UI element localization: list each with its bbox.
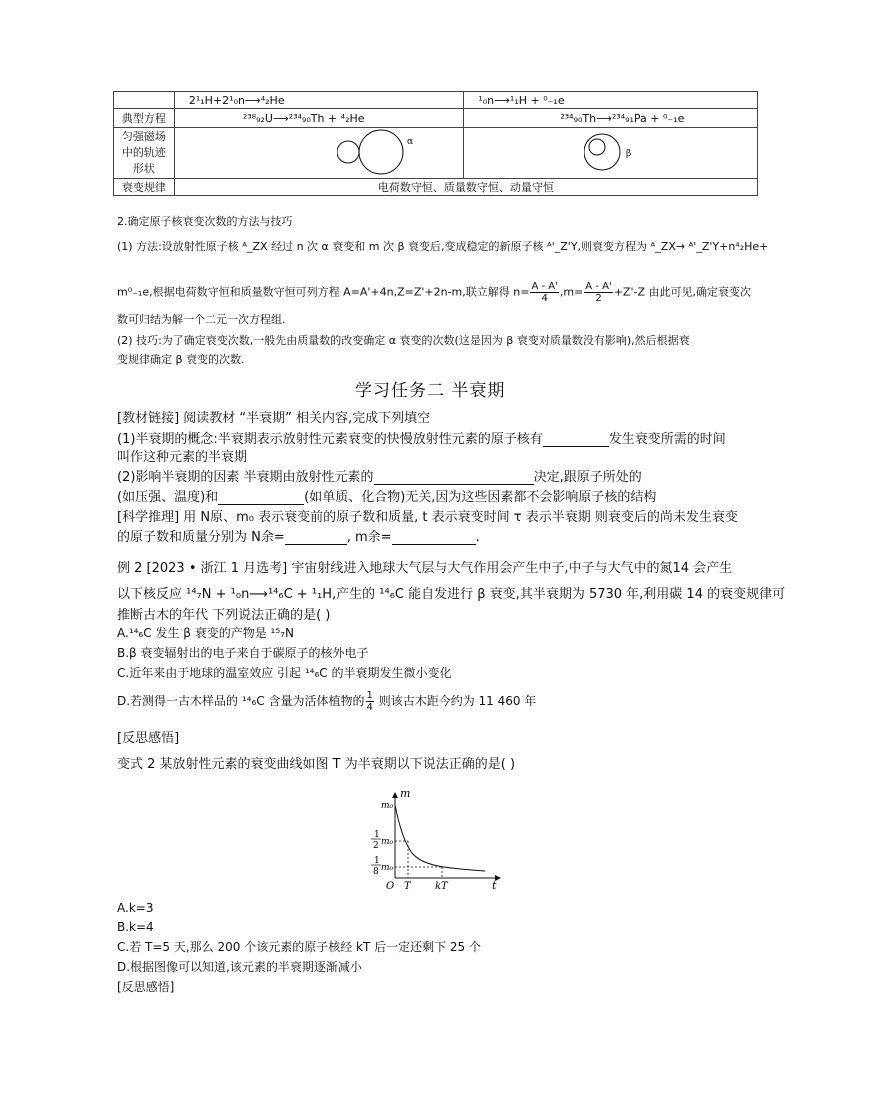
question-line	[117, 428, 726, 447]
option-d[interactable]: D.根据图像可以知道,该元素的半衰期逐渐减小	[117, 960, 362, 974]
option-c[interactable]: C.若 T=5 天,那么 200 个该元素的原子核经 kT 后一定还剩下 25 个	[117, 940, 481, 954]
table-row	[114, 92, 758, 109]
question-text: (1)半衰期的概念:半衰期表示放射性元素衰变的快慢放射性元素的原子核有	[117, 432, 543, 447]
example-stem-line: 以下核反应 ¹⁴₇N + ¹₀n⟶¹⁴₆C + ¹₁H,产生的 ¹⁴₆C 能自发进行 β 衰变,其半衰期为 5730 年,利用碳 14 的衰变规律可	[117, 587, 786, 602]
method-text: ,m=	[559, 285, 584, 299]
option-a[interactable]: A.k=3	[117, 901, 154, 915]
eighth-num: 1	[374, 856, 380, 866]
decay-curve-graph	[360, 785, 510, 895]
fraction: $\frac{1}{4}$	[366, 690, 373, 713]
question-text: (如单质、化合物)无关,因为这些因素都不会影响原子核的结构	[304, 490, 657, 505]
beta-label: β	[626, 149, 632, 159]
question-text: , m余=	[346, 530, 392, 545]
method-text-line: 数可归结为解一个二元一次方程组.	[117, 313, 286, 326]
question-text: 发生衰变所需的时间	[608, 432, 726, 447]
option-a[interactable]: A.¹⁴₆C 发生 β 衰变的产物是 ¹⁵₇N	[117, 626, 294, 640]
option-b[interactable]: B.k=4	[117, 920, 154, 934]
section-title: 学习任务二 半衰期	[355, 381, 506, 401]
alpha-track-diagram	[337, 128, 457, 176]
row-label: 典型方程	[114, 109, 175, 128]
eighth-m0-label: m₀	[381, 863, 394, 873]
eighth-den: 8	[373, 867, 379, 877]
question-line: 叫作这种元素的半衰期	[117, 450, 248, 465]
reflection-label: [反思感悟]	[117, 980, 175, 994]
textbook-link: [教材链接] 阅读教材 “半衰期” 相关内容,完成下列填空	[117, 411, 431, 426]
beta-typical-equation: ²³⁴₉₀Th⟶²³⁴₉₁Pa + ⁰₋₁e	[464, 109, 758, 128]
science-reasoning-line: [科学推理] 用 N原、m₀ 表示衰变前的原子数和质量, t 表示衰变时间 τ 表示半衰期 则衰变后的尚未发生衰变	[117, 510, 738, 525]
option-b[interactable]: B.β 衰变辐射出的电子来自于碳原子的核外电子	[117, 646, 369, 660]
option-text: 则该古木距今约为 11 460 年	[374, 694, 537, 708]
row-label: 匀强磁场中的轨迹形状	[114, 128, 175, 179]
alpha-track-cell	[174, 128, 464, 179]
beta-track-cell	[464, 128, 758, 179]
alpha-example-equation: 2¹₁H+2¹₀n⟶⁴₂He	[174, 92, 464, 109]
alpha-typical-equation: ²³⁸₉₂U⟶²³⁴₉₀Th + ⁴₂He	[174, 109, 464, 128]
option-c[interactable]: C.近年来由于地球的温室效应 引起 ¹⁴₆C 的半衰期发生微小变化	[117, 666, 452, 680]
variant-stem: 变式 2 某放射性元素的衰变曲线如图 T 为半衰期以下说法正确的是( )	[117, 757, 516, 772]
tip-text-line: (2) 技巧:为了确定衰变次数,一般先由质量数的改变确定 α 衰变的次数(这是因为 β 衰变对质量数没有影响),然后根据衰	[117, 334, 690, 347]
tip-text-line: 变规律确定 β 衰变的次数.	[117, 353, 245, 366]
table-row	[114, 109, 758, 128]
method-text: +Z'-Z 由此可见,确定衰变次	[613, 285, 751, 299]
half-num: 1	[374, 830, 380, 840]
y-axis-label: m	[400, 787, 411, 800]
answer-blank[interactable]	[374, 471, 534, 485]
question-text: 决定,跟原子所处的	[533, 470, 642, 485]
option-text: D.若测得一古木样品的 ¹⁴₆C 含量为活体植物的	[117, 694, 365, 708]
question-text: .	[475, 530, 480, 545]
question-line	[117, 486, 656, 505]
row-label: 衰变规律	[114, 179, 175, 196]
half-m0-label: m₀	[381, 837, 394, 847]
option-d[interactable]	[117, 690, 536, 713]
section-heading: 2.确定原子核衰变次数的方法与技巧	[117, 215, 293, 228]
large-track-circle	[359, 130, 403, 174]
question-text: 的原子数和质量分别为 N余=	[117, 530, 285, 545]
decay-law-value: 电荷数守恒、质量数守恒、动量守恒	[174, 179, 757, 196]
decay-curve	[395, 805, 485, 871]
fraction: $\frac{A - A'}{4}$	[531, 281, 558, 304]
beta-example-equation: ¹₀n⟶¹₁H + ⁰₋₁e	[464, 92, 758, 109]
question-text: (如压强、温度)和	[117, 490, 219, 505]
method-text: m⁰₋₁e,根据电荷数守恒和质量数守恒可列方程 A=A'+4n,Z=Z'+2n-m,联立解得 n=	[117, 285, 530, 299]
kt-label: kT	[435, 881, 448, 892]
m0-label: m₀	[381, 801, 394, 811]
x-axis-label: t	[492, 879, 497, 892]
question-line	[117, 466, 642, 485]
example-stem-line: 推断古木的年代 下列说法正确的是( )	[117, 608, 331, 623]
example-stem-line: 例 2 [2023 • 浙江 1 月选考] 宇宙射线进入地球大气层与大气作用会产生中子,中子与大气中的氮14 会产生	[117, 561, 733, 576]
answer-blank[interactable]	[392, 531, 476, 545]
large-track-circle	[584, 134, 620, 170]
table-cell-empty	[114, 92, 175, 109]
question-text: (2)影响半衰期的因素 半衰期由放射性元素的	[117, 470, 374, 485]
table-row	[114, 128, 758, 179]
method-text-line: (1) 方法:设放射性原子核 ᴬ_ZX 经过 n 次 α 衰变和 m 次 β 衰变后,变成稳定的新原子核 ᴬ'_Z'Y,则衰变方程为 ᴬ_ZX→ ᴬ'_Z'Y+n⁴₂He+	[117, 240, 769, 253]
half-den: 2	[373, 841, 379, 851]
beta-track-diagram	[584, 128, 664, 176]
answer-blank[interactable]	[285, 531, 347, 545]
reflection-label: [反思感悟]	[117, 731, 180, 746]
alpha-label: α	[406, 137, 413, 147]
fraction: $\frac{A - A'}{2}$	[585, 281, 612, 304]
answer-blank[interactable]	[543, 433, 609, 447]
answer-blank[interactable]	[218, 491, 304, 505]
small-track-circle	[589, 139, 605, 155]
decay-table	[113, 91, 758, 196]
science-reasoning-line	[117, 526, 480, 545]
table-row	[114, 179, 758, 196]
t-half-label: T	[404, 881, 411, 892]
small-track-circle	[337, 141, 359, 163]
origin-label: O	[386, 881, 395, 892]
method-text-line	[117, 281, 751, 304]
